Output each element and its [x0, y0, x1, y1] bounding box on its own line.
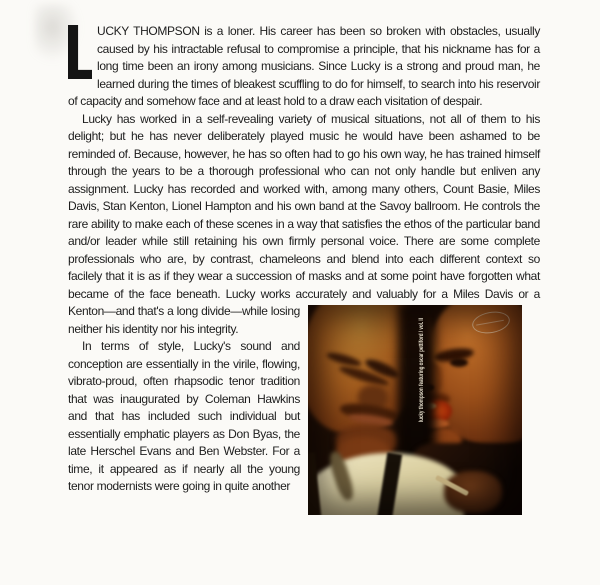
- paragraph-3: In terms of style, Lucky's sound and conception are essentially in the virile, flowing, vibrato-proud, often rhapsodic tenor tradition that was inaugurated by Coleman Hawkins and that has included such individual but essentially emphatic players as Don Byas, the late Herschel Evans and Ben Webster. For a time, it appeared as if nearly all the young tenor modernists were going in quite another: [68, 339, 300, 493]
- paragraph-2-before-image: Lucky has worked in a self-revealing variety of musical situations, not all of them to his delight; but he has never deliberately played music he would have been ashamed to be reminded of. Because, however, he has so often had to go his own way, he has trained himself through the years to be a thorough professional who can not only handle but enliven any assignment. Lucky has recorded and worked with, among many others, Count Basie, Miles Davis, Stan Kenton, Lionel Hampton and his own band at the Savoy ballroom. He controls the rare ability to make each of these scenes in a way that satisfies the ethos of the particular band and/or leader while still retaining his own firmly personal voice. There are some complete professionals who are, by contrast, chameleons and blend into each different context so facilely that it is as if they wear a succession of masks and at some point have forgotten what became of the face beneath. Lucky works accurately and valuably for a Miles Davis: [68, 111, 540, 301]
- album-cover-vertical-title: [411, 305, 431, 446]
- paragraph-1: [68, 23, 540, 111]
- paragraph-2-after-image: or a Kenton—and that's a long divide—while losing neither his identity nor his integrity.: [68, 286, 540, 336]
- album-cover-title-text: lucky thompson featuring oscar pettiford / vol. II: [418, 318, 425, 423]
- drop-cap-letter: [68, 25, 92, 79]
- liner-notes-text: [68, 23, 540, 521]
- album-cover-photo: [308, 305, 522, 515]
- paragraph-1-text: UCKY THOMPSON is a loner. His career has been so broken with obstacles, usually caused by his intractable refusal to compromise a principle, that his nickname has for a long time been an irony among musicians. Since Lucky is a strong and proud man, he learned during the times of bleakest scuffling to do for himself, to search into his reservoir of capacity and somehow face and at least hold to a draw each visitation of despair.: [68, 24, 540, 108]
